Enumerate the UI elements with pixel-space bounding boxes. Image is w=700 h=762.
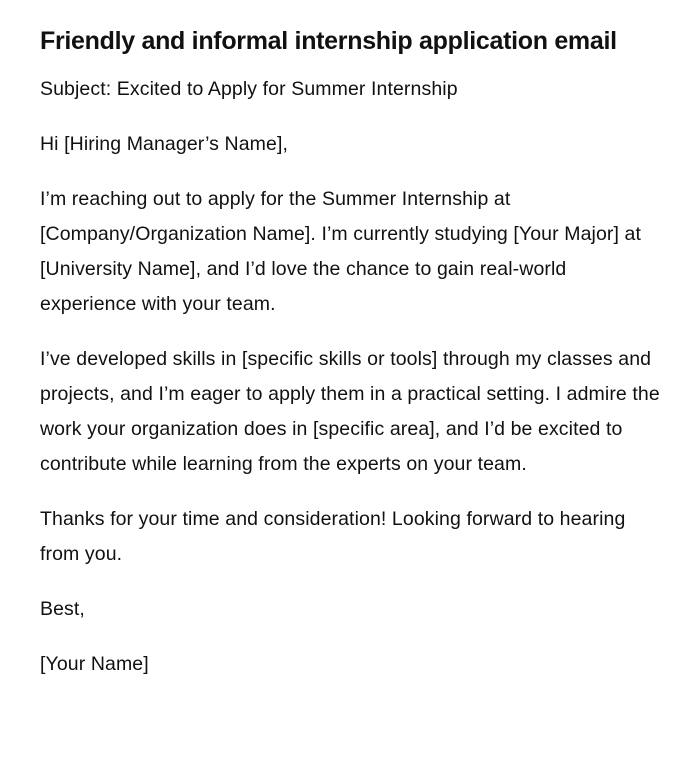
document-title: Friendly and informal internship application email [40,27,617,55]
email-subject: Subject: Excited to Apply for Summer Internship [40,78,458,100]
email-paragraph-skills: I’ve developed skills in [specific skills or tools] through my classes and projects, and I’m eager to apply them in a practical setting. I admire the work your organization does in [specific area], and I’d be excited to contribute while learning from the experts on your team. [40,348,660,475]
email-signature: [Your Name] [40,653,149,675]
email-closing: Best, [40,598,85,620]
email-greeting: Hi [Hiring Manager’s Name], [40,133,288,155]
email-paragraph-intro: I’m reaching out to apply for the Summer Internship at [Company/Organization Name]. I’m currently studying [Your Major] at [University Name], and I’d love the chance to gain real-world experience with your team. [40,188,641,315]
email-paragraph-thanks: Thanks for your time and consideration! Looking forward to hearing from you. [40,508,626,565]
